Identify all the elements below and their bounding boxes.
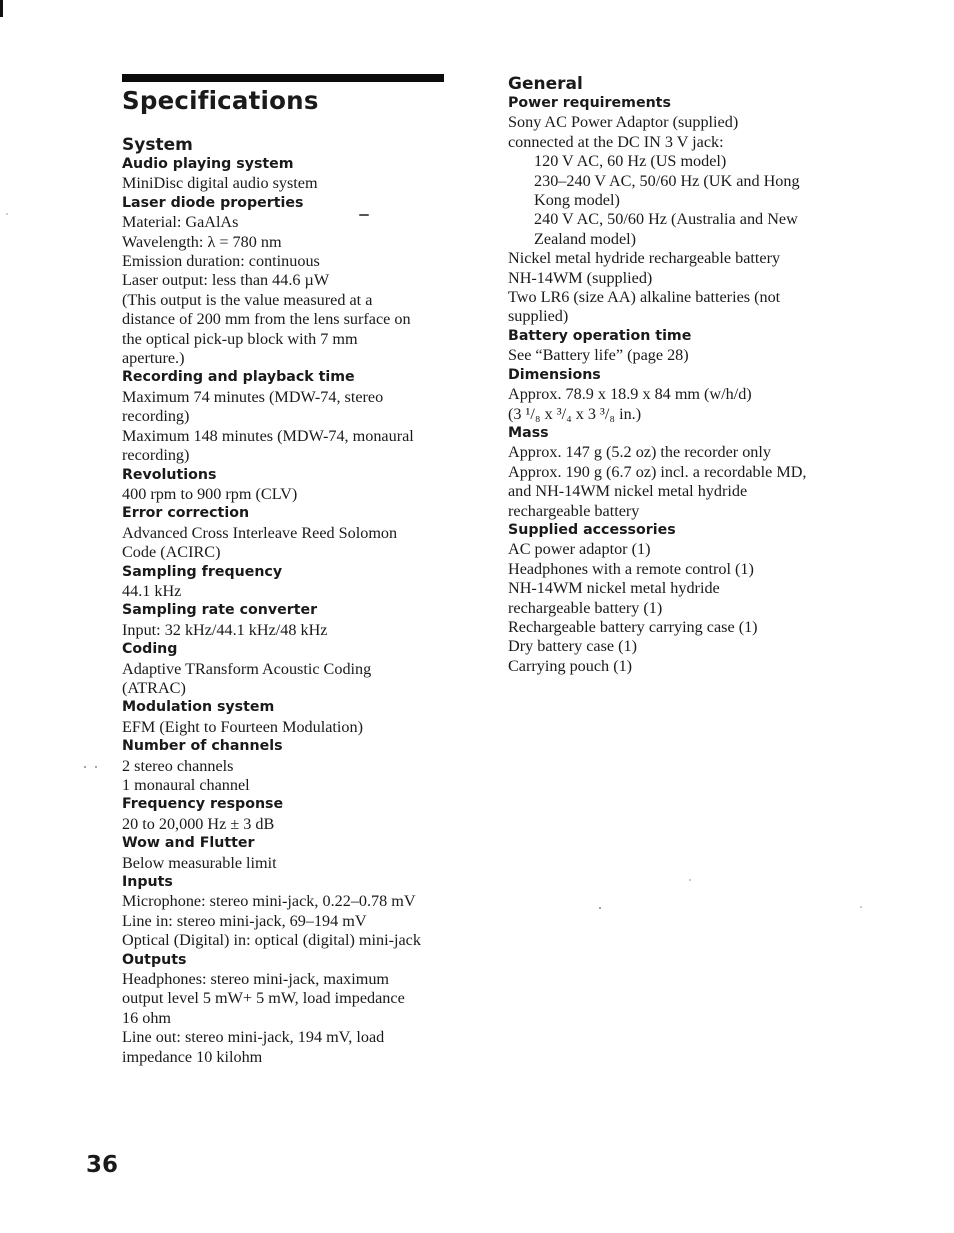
spec-item xyxy=(508,327,838,366)
spec-value-line: Wavelength: λ = 780 nm xyxy=(122,232,282,251)
spec-item xyxy=(122,873,452,951)
spec-value-line: Approx. 78.9 x 18.9 x 84 mm (w/h/d) xyxy=(508,385,752,404)
spec-item xyxy=(122,795,452,834)
left-column xyxy=(122,74,452,1067)
spec-item xyxy=(122,640,452,698)
spec-value-line: (This output is the value measured at a xyxy=(122,290,373,309)
spec-heading: Sampling rate converter xyxy=(122,602,318,619)
spec-value-line: impedance 10 kilohm xyxy=(122,1047,263,1066)
spec-item xyxy=(508,366,838,424)
spec-value-line: NH-14WM (supplied) xyxy=(508,268,653,287)
spec-item xyxy=(508,521,838,676)
section-title-general: General xyxy=(508,74,583,94)
spec-value-line: Rechargeable battery carrying case (1) xyxy=(508,617,758,636)
spec-item xyxy=(122,698,452,737)
spec-item xyxy=(122,737,452,795)
spec-heading: Coding xyxy=(122,641,178,658)
spec-value-line: 44.1 kHz xyxy=(122,581,182,600)
spec-value-line: recording) xyxy=(122,407,190,426)
spec-heading: Mass xyxy=(508,424,549,441)
spec-value-line: Nickel metal hydride rechargeable battery xyxy=(508,249,781,268)
spec-value-line: supplied) xyxy=(508,307,569,326)
spec-item xyxy=(508,424,838,521)
spec-value-line: Approx. 147 g (5.2 oz) the recorder only xyxy=(508,443,771,462)
scan-edge-mark xyxy=(0,0,3,17)
spec-value-line: EFM (Eight to Fourteen Modulation) xyxy=(122,717,363,736)
spec-value-line: output level 5 mW+ 5 mW, load impedance xyxy=(122,989,405,1008)
spec-value-line: Adaptive TRansform Acoustic Coding xyxy=(122,659,372,678)
spec-value-line: rechargeable battery (1) xyxy=(508,598,663,617)
speck xyxy=(689,879,691,881)
spec-item xyxy=(122,466,452,505)
speck xyxy=(599,907,601,909)
spec-value-line: Maximum 148 minutes (MDW-74, monaural xyxy=(122,426,414,445)
general-spec-list xyxy=(508,94,838,676)
speck xyxy=(84,766,86,768)
spec-heading: Sampling frequency xyxy=(122,563,283,580)
spec-value-line: 20 to 20,000 Hz ± 3 dB xyxy=(122,814,275,833)
section-title-system: System xyxy=(122,135,193,155)
title-rule xyxy=(122,74,444,82)
speck xyxy=(95,766,97,768)
spec-value-line: 120 V AC, 60 Hz (US model) xyxy=(534,152,727,171)
spec-heading: Number of channels xyxy=(122,738,283,755)
spec-value-line: aperture.) xyxy=(122,349,185,368)
spec-value-line: NH-14WM nickel metal hydride xyxy=(508,579,720,598)
spec-value-line: Headphones with a remote control (1) xyxy=(508,559,754,578)
spec-value-line: Optical (Digital) in: optical (digital) mini-jack xyxy=(122,931,421,950)
spec-value-line: Microphone: stereo mini-jack, 0.22–0.78 mV xyxy=(122,892,416,911)
spec-value-line: AC power adaptor (1) xyxy=(508,540,651,559)
spec-item xyxy=(508,94,838,327)
spec-item xyxy=(122,951,452,1067)
spec-value-line: recording) xyxy=(122,446,190,465)
spec-value-line: Dry battery case (1) xyxy=(508,637,637,656)
spec-value-line: Two LR6 (size AA) alkaline batteries (not xyxy=(508,288,781,307)
spec-value-line: Input: 32 kHz/44.1 kHz/48 kHz xyxy=(122,620,328,639)
spec-heading: Recording and playback time xyxy=(122,369,355,386)
spec-item xyxy=(122,194,452,369)
spec-value-line: 230–240 V AC, 50/60 Hz (UK and Hong xyxy=(534,171,800,190)
spec-value-line: 16 ohm xyxy=(122,1008,172,1027)
spec-value-line: rechargeable battery xyxy=(508,501,640,520)
spec-value-line: MiniDisc digital audio system xyxy=(122,174,318,193)
spec-value-line: Emission duration: continuous xyxy=(122,252,320,271)
spec-item xyxy=(122,563,452,602)
spec-item xyxy=(122,834,452,873)
spec-item xyxy=(122,155,452,194)
spec-value-line: Headphones: stereo mini-jack, maximum xyxy=(122,970,390,989)
spec-heading: Audio playing system xyxy=(122,156,294,172)
spec-value-line: 1 monaural channel xyxy=(122,776,250,794)
spec-value-line: the optical pick-up block with 7 mm xyxy=(122,329,358,348)
spec-heading: Laser diode properties xyxy=(122,194,304,211)
spec-value-line: Code (ACIRC) xyxy=(122,543,221,562)
spec-value-line: 240 V AC, 50/60 Hz (Australia and New xyxy=(534,210,798,229)
spec-value-line: Maximum 74 minutes (MDW-74, stereo xyxy=(122,387,384,406)
spec-value-line: connected at the DC IN 3 V jack: xyxy=(508,132,724,151)
spec-heading: Inputs xyxy=(122,874,173,891)
speck xyxy=(6,213,8,215)
spec-value-line: (ATRAC) xyxy=(122,678,186,697)
spec-value-line: 400 rpm to 900 rpm (CLV) xyxy=(122,484,298,503)
spec-value-line: (3 ¹/₈ x ³/₄ x 3 ³/₈ in.) xyxy=(508,404,642,423)
spec-value-line: 2 stereo channels xyxy=(122,756,234,775)
spec-heading: Modulation system xyxy=(122,699,275,716)
spec-heading: Revolutions xyxy=(122,466,217,483)
spec-value-line: Line in: stereo mini-jack, 69–194 mV xyxy=(122,911,367,930)
speck xyxy=(860,906,862,908)
spec-heading: Error correction xyxy=(122,505,250,522)
spec-value-line: Laser output: less than 44.6 µW xyxy=(122,271,330,290)
spec-value-line: Zealand model) xyxy=(534,229,637,248)
spec-value-line: Material: GaAlAs xyxy=(122,213,239,232)
spec-value-line: Line out: stereo mini-jack, 194 mV, load xyxy=(122,1028,385,1047)
spec-value-line: Below measurable limit xyxy=(122,853,277,872)
page-title: Specifications xyxy=(122,86,319,115)
right-column xyxy=(508,74,838,676)
page-number: 36 xyxy=(86,1152,119,1178)
spec-item xyxy=(122,368,452,465)
spec-heading: Dimensions xyxy=(508,366,601,383)
spec-heading: Outputs xyxy=(122,951,187,968)
spec-heading: Battery operation time xyxy=(508,327,692,344)
spec-value-line: Sony AC Power Adaptor (supplied) xyxy=(508,113,739,132)
spec-value-line: Kong model) xyxy=(534,191,620,210)
spec-value-line: Approx. 190 g (6.7 oz) incl. a recordable MD, xyxy=(508,462,807,481)
spec-heading: Wow and Flutter xyxy=(122,835,255,852)
system-spec-list xyxy=(122,155,452,1067)
spec-value-line: distance of 200 mm from the lens surface on xyxy=(122,310,411,329)
spec-item xyxy=(122,601,452,640)
spec-heading: Power requirements xyxy=(508,95,671,111)
spec-heading: Supplied accessories xyxy=(508,521,676,538)
spec-value-line: Carrying pouch (1) xyxy=(508,656,633,675)
spec-value-line: See “Battery life” (page 28) xyxy=(508,346,689,365)
spec-value-line: and NH-14WM nickel metal hydride xyxy=(508,482,748,501)
spec-item xyxy=(122,504,452,562)
spec-heading: Frequency response xyxy=(122,796,284,813)
spec-value-line: Advanced Cross Interleave Reed Solomon xyxy=(122,523,398,542)
